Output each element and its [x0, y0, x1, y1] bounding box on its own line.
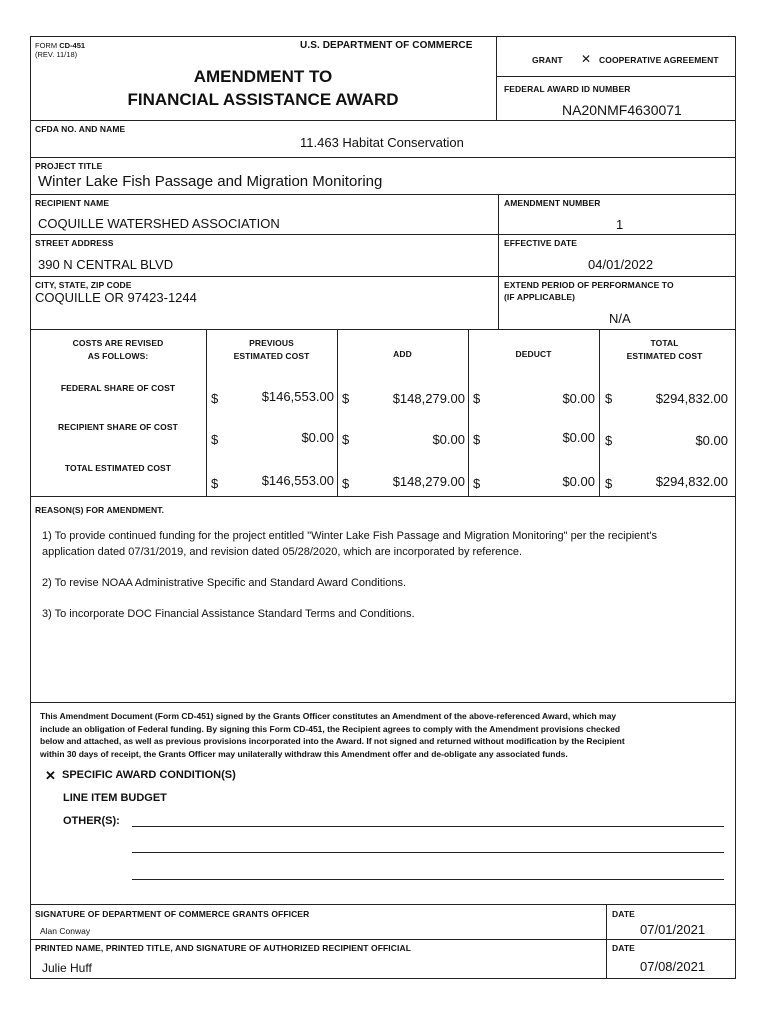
recipient-date-label: DATE	[612, 943, 635, 953]
cost-previous: $146,553.00	[261, 473, 334, 488]
city-state-zip-label: CITY, STATE, ZIP CODE	[35, 280, 132, 290]
cost-previous: $146,553.00	[261, 389, 334, 404]
header-divider-vertical	[496, 36, 497, 120]
costs-header-previous-1: PREVIOUS	[249, 338, 294, 348]
federal-award-id-label: FEDERAL AWARD ID NUMBER	[504, 84, 631, 94]
effective-date-value: 04/01/2022	[588, 257, 654, 272]
reason-2: 2) To revise NOAA Administrative Specific and Standard Award Conditions.	[42, 577, 407, 589]
project-top-line	[30, 157, 736, 158]
currency-sign: $	[211, 476, 219, 491]
currency-sign: $	[605, 391, 613, 406]
cost-table-top-line	[30, 329, 736, 330]
currency-sign: $	[342, 391, 350, 406]
recipient-name-label: RECIPIENT NAME	[35, 198, 110, 208]
costs-header-previous-2: ESTIMATED COST	[233, 351, 310, 361]
costs-header-add: ADD	[393, 349, 412, 359]
doc-signature-name: Alan Conway	[40, 926, 91, 936]
extend-period-value: N/A	[609, 311, 631, 326]
legal-line-4: within 30 days of receipt, the Grants Officer may unilaterally withdraw this Amendment offer and de-obligate any associated funds.	[40, 748, 568, 759]
costs-header-revised-1: COSTS ARE REVISED	[72, 338, 164, 348]
recipient-name-value: COQUILLE WATERSHED ASSOCIATION	[38, 216, 280, 231]
cost-total: $294,832.00	[655, 391, 728, 406]
costs-header-previous	[206, 338, 337, 361]
project-title-value: Winter Lake Fish Passage and Migration Monitoring	[38, 173, 383, 190]
project-title-label: PROJECT TITLE	[35, 161, 103, 171]
costs-header-revised	[30, 338, 206, 361]
street-address-label: STREET ADDRESS	[35, 238, 114, 248]
cost-row-label: RECIPIENT SHARE OF COST	[58, 422, 178, 432]
currency-sign: $	[342, 476, 350, 491]
cost-deduct: $0.00	[562, 391, 595, 406]
costs-header-deduct: DEDUCT	[515, 349, 552, 359]
cost-deduct: $0.00	[562, 430, 595, 445]
specific-conditions-check-icon: ✕	[45, 768, 56, 783]
reason-1-line-2: application dated 07/31/2019, and revision dated 05/28/2020, which are incorporated by reference.	[42, 546, 523, 558]
cost-add: $148,279.00	[392, 474, 465, 489]
amendment-number-value: 1	[616, 217, 624, 232]
currency-sign: $	[211, 432, 219, 447]
legal-text	[40, 710, 625, 760]
cfda-top-line	[30, 120, 736, 121]
recipient-date-value: 07/08/2021	[640, 959, 706, 974]
cfda-label: CFDA NO. AND NAME	[35, 124, 126, 134]
effective-date-label: EFFECTIVE DATE	[504, 238, 578, 248]
recipient-signature-label: PRINTED NAME, PRINTED TITLE, AND SIGNATURE OF AUTHORIZED RECIPIENT OFFICIAL	[35, 943, 411, 953]
signature-top-line	[30, 904, 736, 905]
currency-sign: $	[473, 432, 481, 447]
legal-line-2: include an obligation of Federal funding. By signing this Form CD-451, the Recipient agrees to comply with the Amendment provisions checked	[40, 723, 621, 734]
reason-3: 3) To incorporate DOC Financial Assistance Standard Terms and Conditions.	[42, 608, 415, 620]
costs-header-total	[599, 338, 730, 361]
city-state-zip-value: COQUILLE OR 97423-1244	[35, 290, 197, 305]
doc-signature-label: SIGNATURE OF DEPARTMENT OF COMMERCE GRANTS OFFICER	[35, 909, 310, 919]
cfda-value: 11.463 Habitat Conservation	[300, 135, 464, 150]
legal-top-line	[30, 702, 736, 703]
form-border-right	[735, 36, 736, 979]
others-line-2[interactable]	[132, 852, 724, 853]
cost-deduct: $0.00	[562, 474, 595, 489]
legal-line-3: below and attached, as well as previous provisions incorporated into the Award. If not signed and returned without modification by the Recipient	[40, 736, 625, 746]
form-title-line1: AMENDMENT TO	[193, 67, 333, 86]
cost-add: $0.00	[432, 432, 465, 447]
form-border-left	[30, 36, 31, 979]
form-id-number: CD-451	[59, 41, 86, 50]
doc-date-value: 07/01/2021	[640, 922, 706, 937]
form-id	[35, 41, 85, 50]
extend-period-label: EXTEND PERIOD OF PERFORMANCE TO	[504, 280, 674, 290]
costs-header-total-1: TOTAL	[650, 338, 679, 348]
others-line-1[interactable]	[132, 826, 724, 827]
cost-total: $294,832.00	[655, 474, 728, 489]
currency-sign: $	[473, 391, 481, 406]
legal-line-1: This Amendment Document (Form CD-451) signed by the Grants Officer constitutes an Amendment of the above-referenced Award, which may	[40, 711, 617, 721]
reasons-label: REASON(S) FOR AMENDMENT.	[35, 505, 165, 515]
form-id-prefix: FORM	[35, 41, 58, 50]
cost-previous: $0.00	[301, 430, 334, 445]
recipient-signature-top-line	[30, 939, 736, 940]
cost-add: $148,279.00	[392, 391, 465, 406]
form-title-line2: FINANCIAL ASSISTANCE AWARD	[127, 90, 399, 109]
recipient-divider-vertical	[498, 194, 499, 329]
cost-row-label: FEDERAL SHARE OF COST	[60, 383, 176, 393]
form-border-bottom	[30, 978, 736, 979]
grant-label: GRANT	[532, 55, 563, 65]
currency-sign: $	[473, 476, 481, 491]
street-address-value: 390 N CENTRAL BLVD	[38, 257, 174, 272]
street-top-line	[30, 234, 736, 235]
city-top-line	[30, 276, 736, 277]
currency-sign: $	[605, 433, 613, 448]
amendment-number-label: AMENDMENT NUMBER	[504, 198, 601, 208]
currency-sign: $	[342, 432, 350, 447]
cost-row-label: TOTAL ESTIMATED COST	[64, 463, 172, 473]
header-divider-horizontal	[496, 76, 736, 77]
others-line-3[interactable]	[132, 879, 724, 880]
cooperative-agreement-check-icon: ✕	[581, 52, 592, 66]
cost-total: $0.00	[695, 433, 728, 448]
currency-sign: $	[605, 476, 613, 491]
others-label: OTHER(S):	[63, 815, 120, 827]
line-item-budget-label: LINE ITEM BUDGET	[63, 792, 167, 804]
reason-1-line-1: 1) To provide continued funding for the project entitled "Winter Lake Fish Passage and Migration Monitoring" per the recipient's	[42, 530, 658, 542]
federal-award-id-value: NA20NMF4630071	[562, 102, 682, 118]
reasons-top-line	[30, 496, 736, 497]
recipient-signature-name: Julie Huff	[42, 961, 92, 975]
form-border-top	[30, 36, 736, 37]
recipient-top-line	[30, 194, 736, 195]
doc-date-label: DATE	[612, 909, 635, 919]
currency-sign: $	[211, 391, 219, 406]
form-revision: (REV. 11/18)	[35, 50, 78, 59]
cooperative-agreement-label: COOPERATIVE AGREEMENT	[599, 55, 719, 65]
specific-conditions-label: SPECIFIC AWARD CONDITION(S)	[62, 769, 236, 781]
costs-header-total-2: ESTIMATED COST	[626, 351, 703, 361]
costs-header-revised-2: AS FOLLOWS:	[87, 351, 149, 361]
signature-divider-vertical	[606, 904, 607, 979]
department-name: U.S. DEPARTMENT OF COMMERCE	[300, 40, 473, 51]
extend-period-label-2: (IF APPLICABLE)	[504, 292, 576, 302]
